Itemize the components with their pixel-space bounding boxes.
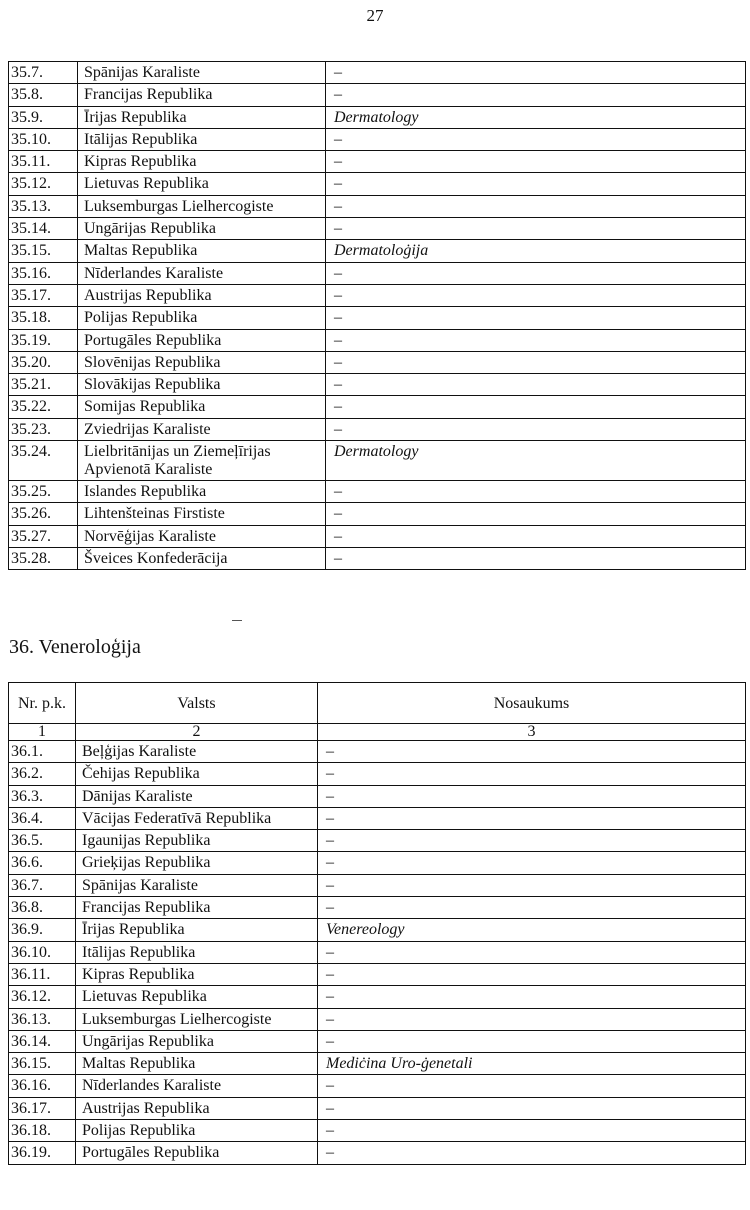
row-number: 35.13. (9, 195, 78, 217)
stray-mark (232, 620, 242, 621)
row-number: 35.22. (9, 396, 78, 418)
table-row (9, 218, 746, 240)
row-number: 36.16. (9, 1075, 76, 1097)
row-number: 36.6. (9, 852, 76, 874)
row-number: 35.23. (9, 418, 78, 440)
table-row (9, 852, 746, 874)
row-number: 35.18. (9, 307, 78, 329)
specialty-name: – (318, 830, 746, 852)
country-name: Kipras Republika (78, 151, 326, 173)
row-number: 35.11. (9, 151, 78, 173)
table-row (9, 106, 746, 128)
row-number: 35.21. (9, 374, 78, 396)
country-name: Īrijas Republika (78, 106, 326, 128)
country-name: Lielbritānijas un Ziemeļīrijas Apvienotā Karaliste (78, 441, 326, 481)
table-row (9, 1030, 746, 1052)
specialty-name: – (326, 62, 746, 84)
table-row (9, 374, 746, 396)
column-number-row (9, 724, 746, 741)
header-valsts: Valsts (76, 683, 318, 724)
table-row (9, 763, 746, 785)
table-row (9, 262, 746, 284)
country-name: Īrijas Republika (76, 919, 318, 941)
country-name: Maltas Republika (78, 240, 326, 262)
column-number: 2 (76, 724, 318, 741)
specialty-name: – (326, 329, 746, 351)
country-name: Kipras Republika (76, 963, 318, 985)
table-row (9, 547, 746, 569)
table-row (9, 284, 746, 306)
row-number: 36.7. (9, 874, 76, 896)
row-number: 35.8. (9, 84, 78, 106)
country-name: Spānijas Karaliste (78, 62, 326, 84)
table-row (9, 1120, 746, 1142)
row-number: 36.9. (9, 919, 76, 941)
row-number: 35.24. (9, 441, 78, 481)
specialty-name: – (326, 351, 746, 373)
specialty-name: – (326, 128, 746, 150)
country-name: Ungārijas Republika (76, 1030, 318, 1052)
table-35-continuation (8, 61, 746, 570)
row-number: 36.3. (9, 785, 76, 807)
row-number: 36.12. (9, 986, 76, 1008)
country-name: Portugāles Republika (76, 1142, 318, 1164)
row-number: 35.9. (9, 106, 78, 128)
row-number: 36.19. (9, 1142, 76, 1164)
specialty-name: – (326, 418, 746, 440)
table-header-row (9, 683, 746, 724)
country-name: Luksemburgas Lielhercogiste (76, 1008, 318, 1030)
table-row (9, 963, 746, 985)
row-number: 36.13. (9, 1008, 76, 1030)
table-row (9, 481, 746, 503)
specialty-name: – (318, 1075, 746, 1097)
specialty-name: – (318, 763, 746, 785)
row-number: 36.14. (9, 1030, 76, 1052)
country-name: Itālijas Republika (78, 128, 326, 150)
specialty-name: – (326, 218, 746, 240)
header-nr: Nr. p.k. (9, 683, 76, 724)
country-name: Norvēģijas Karaliste (78, 525, 326, 547)
table-row (9, 195, 746, 217)
table-row (9, 1008, 746, 1030)
table-row (9, 396, 746, 418)
country-name: Nīderlandes Karaliste (78, 262, 326, 284)
country-name: Nīderlandes Karaliste (76, 1075, 318, 1097)
country-name: Čehijas Republika (76, 763, 318, 785)
country-name: Maltas Republika (76, 1053, 318, 1075)
table-row (9, 173, 746, 195)
table-row (9, 830, 746, 852)
specialty-name: – (318, 1142, 746, 1164)
specialty-name: Venereology (318, 919, 746, 941)
specialty-name: Dermatoloġija (326, 240, 746, 262)
country-name: Islandes Republika (78, 481, 326, 503)
specialty-name: – (326, 374, 746, 396)
country-name: Polijas Republika (76, 1120, 318, 1142)
country-name: Lietuvas Republika (78, 173, 326, 195)
specialty-name: – (326, 195, 746, 217)
specialty-name: – (326, 547, 746, 569)
specialty-name: – (318, 1120, 746, 1142)
country-name: Spānijas Karaliste (76, 874, 318, 896)
country-name: Šveices Konfederācija (78, 547, 326, 569)
row-number: 35.25. (9, 481, 78, 503)
country-name: Itālijas Republika (76, 941, 318, 963)
country-name: Vācijas Federatīvā Republika (76, 807, 318, 829)
specialty-name: – (318, 1030, 746, 1052)
table-row (9, 84, 746, 106)
country-name: Portugāles Republika (78, 329, 326, 351)
row-number: 36.18. (9, 1120, 76, 1142)
country-name: Lihtenšteinas Firstiste (78, 503, 326, 525)
header-nosaukums: Nosaukums (318, 683, 746, 724)
table-35-body (9, 62, 746, 570)
table-row (9, 1142, 746, 1164)
country-name: Luksemburgas Lielhercogiste (78, 195, 326, 217)
country-name: Somijas Republika (78, 396, 326, 418)
specialty-name: – (318, 963, 746, 985)
table-row (9, 807, 746, 829)
specialty-name: – (326, 262, 746, 284)
specialty-name: – (326, 525, 746, 547)
table-row (9, 1097, 746, 1119)
row-number: 35.7. (9, 62, 78, 84)
row-number: 36.4. (9, 807, 76, 829)
specialty-name: – (326, 503, 746, 525)
table-row (9, 351, 746, 373)
table-row (9, 897, 746, 919)
row-number: 35.26. (9, 503, 78, 525)
country-name: Ungārijas Republika (78, 218, 326, 240)
table-row (9, 329, 746, 351)
row-number: 36.1. (9, 741, 76, 763)
row-number: 35.10. (9, 128, 78, 150)
table-row (9, 874, 746, 896)
row-number: 35.19. (9, 329, 78, 351)
row-number: 36.5. (9, 830, 76, 852)
row-number: 36.8. (9, 897, 76, 919)
specialty-name: – (318, 1097, 746, 1119)
row-number: 36.10. (9, 941, 76, 963)
country-name: Lietuvas Republika (76, 986, 318, 1008)
specialty-name: – (326, 151, 746, 173)
row-number: 36.2. (9, 763, 76, 785)
specialty-name: – (318, 941, 746, 963)
table-row (9, 785, 746, 807)
table-row (9, 441, 746, 481)
table-36-body (9, 683, 746, 1165)
specialty-name: Dermatology (326, 106, 746, 128)
country-name: Beļģijas Karaliste (76, 741, 318, 763)
specialty-name: – (326, 173, 746, 195)
table-row (9, 1053, 746, 1075)
country-name: Austrijas Republika (78, 284, 326, 306)
table-36 (8, 682, 746, 1165)
table-row (9, 525, 746, 547)
specialty-name: – (318, 1008, 746, 1030)
specialty-name: Mediċina Uro-ġenetali (318, 1053, 746, 1075)
table-row (9, 1075, 746, 1097)
country-name: Polijas Republika (78, 307, 326, 329)
specialty-name: – (318, 852, 746, 874)
specialty-name: – (326, 84, 746, 106)
table-row (9, 62, 746, 84)
table-row (9, 986, 746, 1008)
row-number: 35.28. (9, 547, 78, 569)
country-name: Austrijas Republika (76, 1097, 318, 1119)
row-number: 35.14. (9, 218, 78, 240)
specialty-name: – (326, 284, 746, 306)
country-name: Dānijas Karaliste (76, 785, 318, 807)
specialty-name: – (326, 307, 746, 329)
row-number: 35.27. (9, 525, 78, 547)
row-number: 36.17. (9, 1097, 76, 1119)
specialty-name: – (326, 481, 746, 503)
table-row (9, 503, 746, 525)
row-number: 36.11. (9, 963, 76, 985)
country-name: Zviedrijas Karaliste (78, 418, 326, 440)
table-row (9, 307, 746, 329)
specialty-name: – (318, 741, 746, 763)
row-number: 35.16. (9, 262, 78, 284)
country-name: Francijas Republika (78, 84, 326, 106)
table-row (9, 941, 746, 963)
specialty-name: – (318, 897, 746, 919)
table-row (9, 128, 746, 150)
country-name: Igaunijas Republika (76, 830, 318, 852)
table-row (9, 240, 746, 262)
table-row (9, 741, 746, 763)
row-number: 35.20. (9, 351, 78, 373)
specialty-name: – (318, 785, 746, 807)
table-row (9, 151, 746, 173)
specialty-name: Dermatology (326, 441, 746, 481)
row-number: 36.15. (9, 1053, 76, 1075)
specialty-name: – (326, 396, 746, 418)
row-number: 35.15. (9, 240, 78, 262)
table-row (9, 919, 746, 941)
page-number: 27 (366, 6, 384, 25)
country-name: Grieķijas Republika (76, 852, 318, 874)
row-number: 35.17. (9, 284, 78, 306)
column-number: 3 (318, 724, 746, 741)
country-name: Slovēnijas Republika (78, 351, 326, 373)
column-number: 1 (9, 724, 76, 741)
table-row (9, 418, 746, 440)
country-name: Slovākijas Republika (78, 374, 326, 396)
country-name: Francijas Republika (76, 897, 318, 919)
specialty-name: – (318, 874, 746, 896)
section-heading: 36. Veneroloģija (9, 636, 141, 658)
specialty-name: – (318, 807, 746, 829)
row-number: 35.12. (9, 173, 78, 195)
specialty-name: – (318, 986, 746, 1008)
